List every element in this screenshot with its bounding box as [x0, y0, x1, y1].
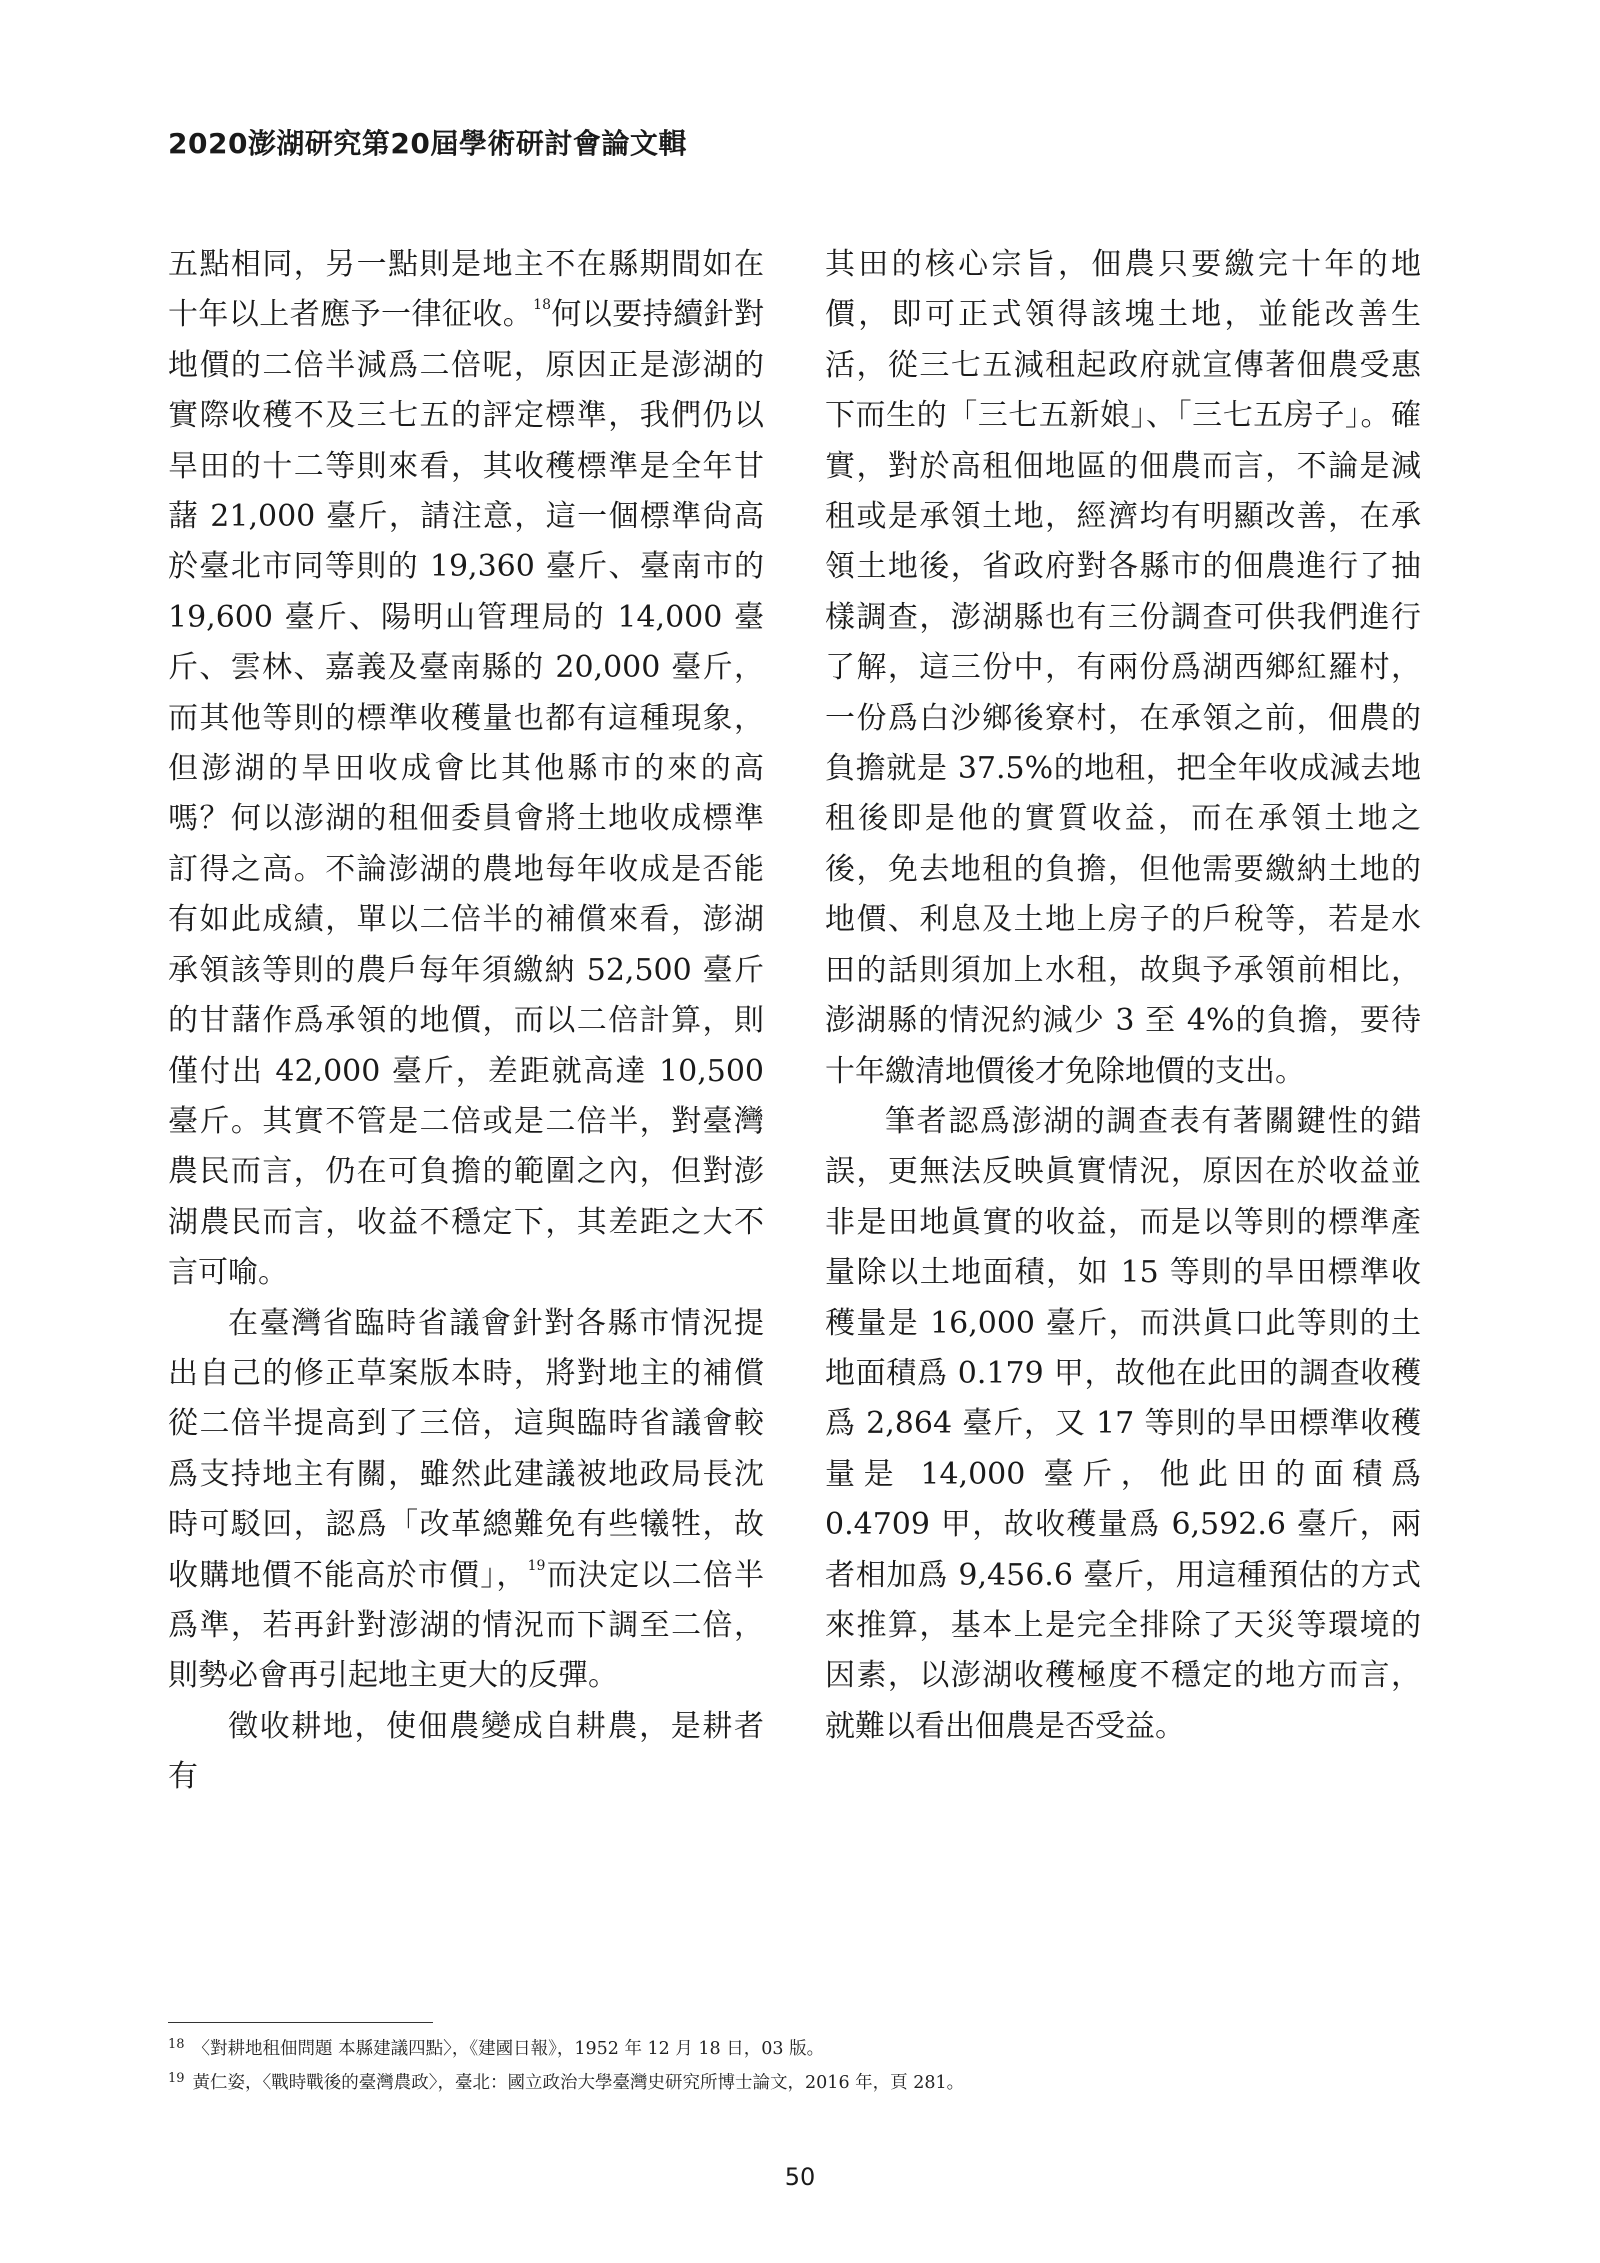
- paragraph-text: 何以要持續針對地價的二倍半減爲二倍呢，原因正是澎湖的實際收穫不及三七五的評定標準，我們仍以旱田的十二等則來看，其收穫標準是全年甘藷 21,000 臺斤，請注意，這一個標準尙高於臺北市同等則的 19,360 臺斤、臺南市的 19,600 臺斤、陽明山管理局的 14,000 臺斤、雲林、嘉義及臺南縣的 20,000 臺斤，而其他等則的標準收穫量也都有這種現象，但澎湖的旱田收成會比其他縣市的來的高嗎？何以澎湖的租佃委員會將土地收成標準訂得之高。不論澎湖的農地每年收成是否能有如此成績，單以二倍半的補償來看，澎湖承領該等則的農戶每年須繳納 52,500 臺斤的甘藷作爲承領的地價，而以二倍計算，則僅付出 42,000 臺斤，差距就高達 10,500 臺斤。其實不管是二倍或是二倍半，對臺灣農民而言，仍在可負擔的範圍之內，但對澎湖農民而言，收益不穩定下，其差距之大不言可喻。: [168, 297, 765, 1291]
- paragraph-text: 在臺灣省臨時省議會針對各縣市情況提出自己的修正草案版本時，將對地主的補償從二倍半提高到了三倍，這與臨時省議會較爲支持地主有關，雖然此建議被地政局長沈時可駁回，認爲「改革總難免有些犧牲，故收購地價不能高於市價」，: [168, 1305, 764, 1593]
- paragraph-text: 而決定以二倍半爲準，若再針對澎湖的情況而下調至二倍，則勢必會再引起地主更大的反彈。: [168, 1557, 765, 1694]
- footnote-18: [168, 2030, 1438, 2064]
- paragraph: 筆者認爲澎湖的調查表有著關鍵性的錯誤，更無法反映眞實情況，原因在於收益並非是田地眞實的收益，而是以等則的標準產量除以土地面積，如 15 等則的旱田標準收穫量是 16,000 臺斤，而洪眞口此等則的土地面積爲 0.179 甲，故他在此田的調查收穫爲 2,864 臺斤，又 17 等則的旱田標準收穫量是 14,000 臺斤，他此田的面積爲 0.4709 甲，故收穫量爲 6,592.6 臺斤，兩者相加爲 9,456.6 臺斤，用這種預估的方式來推算，基本上是完全排除了天災等環境的因素，以澎湖收穫極度不穩定的地方而言，就難以看出佃農是否受益。: [825, 1103, 1421, 1744]
- paragraph-text: 五點相同，另一點則是地主不在縣期間如在十年以上者應予一律征收。: [168, 247, 764, 333]
- footnote-text: 黃仁姿，〈戰時戰後的臺灣農政〉，臺北：國立政治大學臺灣史研究所博士論文，2016 年，頁 281。: [192, 2073, 965, 2093]
- right-column: [825, 240, 1421, 1752]
- paragraph: [168, 1299, 764, 1702]
- paragraph: [168, 240, 764, 1299]
- left-column: [168, 240, 764, 1803]
- footnote-divider: [168, 2022, 433, 2023]
- footnote-number: 18: [168, 2037, 185, 2052]
- footnote-ref-19[interactable]: 19: [527, 1557, 546, 1574]
- footnote-ref-18[interactable]: 18: [533, 297, 551, 314]
- paragraph: 徵收耕地，使佃農變成自耕農，是耕者有: [168, 1708, 764, 1795]
- footnotes: [168, 2030, 1438, 2098]
- page-number: 50: [784, 2163, 816, 2191]
- footnote-text: 〈對耕地租佃問題 本縣建議四點〉，《建國日報》，1952 年 12 月 18 日，03 版。: [192, 2039, 825, 2059]
- running-title: 2020澎湖研究第20屆學術研討會論文輯: [168, 127, 687, 160]
- footnote-number: 19: [168, 2071, 185, 2086]
- paragraph: 其田的核心宗旨，佃農只要繳完十年的地價，即可正式領得該塊土地，並能改善生活，從三七五減租起政府就宣傳著佃農受惠下而生的「三七五新娘」、「三七五房子」。確實，對於高租佃地區的佃農而言，不論是減租或是承領土地，經濟均有明顯改善，在承領土地後，省政府對各縣市的佃農進行了抽樣調查，澎湖縣也有三份調查可供我們進行了解，這三份中，有兩份爲湖西鄉紅羅村，一份爲白沙鄉後寮村，在承領之前，佃農的負擔就是 37.5%的地租，把全年收成減去地租後即是他的實質收益，而在承領土地之後，免去地租的負擔，但他需要繳納土地的地價、利息及土地上房子的戶稅等，若是水田的話則須加上水租，故與予承領前相比，澎湖縣的情況約減少 3 至 4%的負擔，要待十年繳清地價後才免除地價的支出。: [825, 247, 1421, 1089]
- footnote-19: [168, 2064, 1438, 2098]
